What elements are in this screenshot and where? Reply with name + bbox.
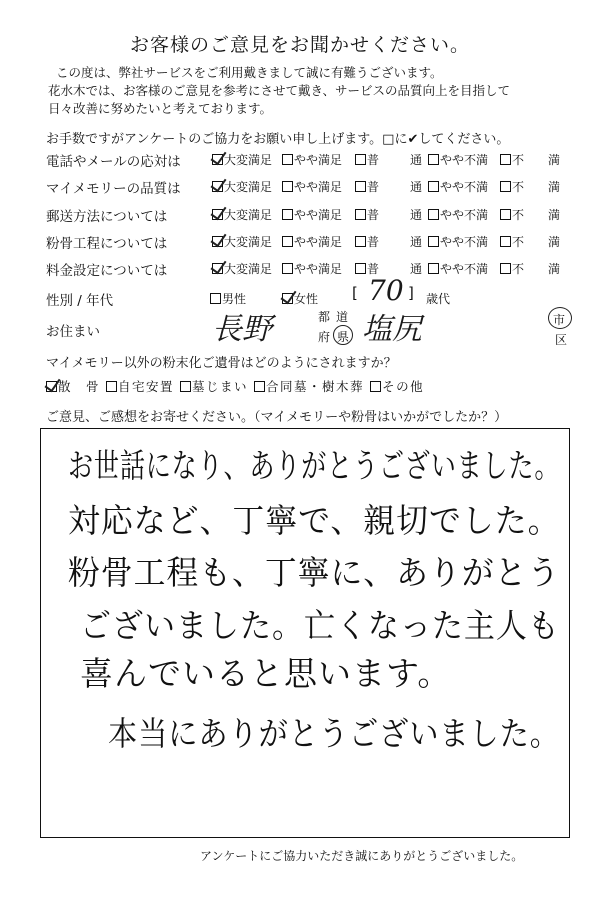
rating-option[interactable] <box>282 260 342 277</box>
rating-option[interactable] <box>212 206 272 223</box>
rating-option[interactable] <box>212 151 272 168</box>
rating-option <box>548 260 560 277</box>
rating-option-label: やや不満 <box>440 235 489 249</box>
disposal-option[interactable] <box>46 379 100 394</box>
disposal-option[interactable] <box>180 379 248 394</box>
rating-option[interactable] <box>355 178 379 195</box>
rating-option-label: 大変満足 <box>224 235 273 249</box>
rating-checkbox[interactable] <box>500 236 511 247</box>
rating-checkbox[interactable] <box>212 263 223 274</box>
disposal-checkbox[interactable] <box>254 381 265 392</box>
rating-checkbox[interactable] <box>212 181 223 192</box>
age-bracket-close: ] <box>408 284 414 302</box>
rating-option-label: 不 <box>512 208 525 222</box>
rating-option[interactable] <box>428 178 488 195</box>
disposal-question: マイメモリー以外の粉末化ご遺骨はどのようにされますか？ <box>46 356 397 371</box>
rating-option <box>410 151 422 168</box>
rating-option-label: やや満足 <box>294 262 343 276</box>
todo-label: 都 <box>318 310 331 324</box>
rating-checkbox[interactable] <box>428 181 439 192</box>
rating-checkbox[interactable] <box>212 236 223 247</box>
rating-option-label: 満 <box>548 153 561 167</box>
footer-thanks: アンケートにご協力いただき誠にありがとうございました。 <box>200 849 524 863</box>
ken-label: 県 <box>337 330 350 344</box>
fu-label: 府 <box>318 330 331 344</box>
disposal-option[interactable] <box>254 379 364 394</box>
rating-option[interactable] <box>500 260 524 277</box>
rating-option-label: やや不満 <box>440 180 489 194</box>
comment-line-3: 粉骨工程も、丁寧に、ありがとう <box>68 553 561 592</box>
rating-option-label: やや不満 <box>440 153 489 167</box>
disposal-option-label: 合同墓・樹木葬 <box>266 379 365 394</box>
age-handwritten: 70 <box>368 274 404 307</box>
rating-checkbox[interactable] <box>355 236 366 247</box>
rating-option-label: 不 <box>512 262 525 276</box>
rating-option <box>410 260 422 277</box>
rating-option-label: 普 <box>367 180 380 194</box>
disposal-option-label: その他 <box>382 379 425 394</box>
gender-male-option[interactable]: 男性 <box>210 290 246 307</box>
survey-request: お手数ですがアンケートのご協力をお願い申し上げます。□に✔してください。 <box>46 132 510 147</box>
comment-line-6: 本当にありがとうございました。 <box>108 714 560 753</box>
rating-option[interactable] <box>282 178 342 195</box>
rating-option[interactable] <box>282 151 342 168</box>
rating-option-label: やや満足 <box>294 153 343 167</box>
rating-option-label: 満 <box>548 208 561 222</box>
gender-male-checkbox[interactable] <box>210 293 221 304</box>
rating-option <box>548 178 560 195</box>
rating-checkbox[interactable] <box>282 236 293 247</box>
rating-option <box>548 233 560 250</box>
rating-checkbox[interactable] <box>428 236 439 247</box>
comment-line-1: お世話になり、ありがとうございました。 <box>68 446 561 485</box>
question-label: 電話やメールの応対は <box>46 154 181 170</box>
rating-option[interactable] <box>500 206 524 223</box>
rating-checkbox[interactable] <box>500 181 511 192</box>
rating-option-label: 大変満足 <box>224 180 273 194</box>
rating-option[interactable] <box>355 206 379 223</box>
rating-option-label: 満 <box>548 235 561 249</box>
rating-checkbox[interactable] <box>282 209 293 220</box>
rating-option-label: やや不満 <box>440 262 489 276</box>
age-suffix: 歳代 <box>426 292 451 306</box>
rating-option-label: 普 <box>367 262 380 276</box>
rating-checkbox[interactable] <box>500 209 511 220</box>
rating-option[interactable] <box>428 206 488 223</box>
disposal-option[interactable] <box>370 379 424 394</box>
rating-option[interactable] <box>282 233 342 250</box>
rating-option[interactable] <box>212 178 272 195</box>
rating-option-label: 通 <box>410 235 423 249</box>
rating-option-label: 大変満足 <box>224 208 273 222</box>
disposal-option-label: 墓じまい <box>192 379 249 394</box>
disposal-option-label: 自宅安置 <box>118 379 175 394</box>
rating-option-label: 普 <box>367 153 380 167</box>
rating-checkbox[interactable] <box>500 263 511 274</box>
question-label: マイメモリーの品質は <box>46 181 181 197</box>
rating-checkbox[interactable] <box>355 181 366 192</box>
rating-option[interactable] <box>355 233 379 250</box>
rating-option[interactable] <box>282 206 342 223</box>
rating-option-label: 不 <box>512 180 525 194</box>
shi-circle-mark <box>548 307 572 329</box>
rating-option-label: 満 <box>548 262 561 276</box>
disposal-option[interactable] <box>106 379 174 394</box>
disposal-checkbox[interactable] <box>370 381 381 392</box>
rating-option[interactable] <box>212 260 272 277</box>
ku-label: 区 <box>555 333 568 347</box>
gender-age-label: 性別 / 年代 <box>46 293 114 309</box>
rating-checkbox[interactable] <box>355 154 366 165</box>
question-label: 料金設定については <box>46 263 168 279</box>
rating-checkbox[interactable] <box>355 209 366 220</box>
rating-option-label: 通 <box>410 262 423 276</box>
rating-option <box>410 233 422 250</box>
rating-option[interactable] <box>212 233 272 250</box>
rating-option[interactable] <box>428 151 488 168</box>
michi-label: 道 <box>336 310 349 324</box>
rating-option <box>548 206 560 223</box>
rating-option-label: 満 <box>548 180 561 194</box>
rating-checkbox[interactable] <box>428 209 439 220</box>
intro-line-2: 花水木では、お客様のご意見を参考にさせて戴き、サービスの品質向上を目指して <box>48 83 511 98</box>
address-label: お住まい <box>46 324 100 340</box>
rating-option-label: やや満足 <box>294 180 343 194</box>
rating-option[interactable] <box>428 233 488 250</box>
gender-female-checkbox[interactable] <box>282 293 293 304</box>
rating-option <box>410 206 422 223</box>
rating-checkbox[interactable] <box>282 181 293 192</box>
rating-checkbox[interactable] <box>282 154 293 165</box>
rating-option-label: やや満足 <box>294 208 343 222</box>
rating-option-label: 通 <box>410 180 423 194</box>
comment-line-5: 喜んでいると思います。 <box>80 654 452 693</box>
intro-line-1: この度は、弊社サービスをご利用戴きまして誠に有難うございます。 <box>56 65 443 80</box>
intro-line-3: 日々改善に努めたいと考えております。 <box>48 101 273 116</box>
rating-option-label: やや不満 <box>440 208 489 222</box>
shi-label: 市 <box>553 313 566 327</box>
question-label: 粉骨工程については <box>46 236 168 252</box>
rating-checkbox[interactable] <box>212 209 223 220</box>
rating-checkbox[interactable] <box>428 154 439 165</box>
disposal-options <box>46 377 430 395</box>
rating-checkbox[interactable] <box>428 263 439 274</box>
rating-option[interactable] <box>428 260 488 277</box>
rating-checkbox[interactable] <box>212 154 223 165</box>
age-bracket-open: [ <box>352 284 358 302</box>
question-label: 郵送方法については <box>46 209 168 225</box>
rating-checkbox[interactable] <box>500 154 511 165</box>
comment-line-2: 対応など、丁寧で、親切でした。 <box>68 501 561 540</box>
city-handwritten: 塩尻 <box>362 312 422 347</box>
rating-option-label: やや満足 <box>294 235 343 249</box>
comment-line-4: ございました。亡くなった主人も <box>80 606 560 645</box>
disposal-option-label: 散 骨 <box>58 379 101 394</box>
rating-checkbox[interactable] <box>355 263 366 274</box>
rating-option[interactable] <box>355 151 379 168</box>
disposal-checkbox[interactable] <box>106 381 117 392</box>
rating-option[interactable] <box>500 151 524 168</box>
rating-option-label: 不 <box>512 235 525 249</box>
ken-circle-mark <box>333 325 353 345</box>
rating-option-label: 大変満足 <box>224 153 273 167</box>
gender-female-option[interactable]: 女性 <box>282 290 318 307</box>
prefecture-handwritten: 長野 <box>212 312 272 347</box>
rating-option-label: 通 <box>410 153 423 167</box>
rating-option-label: 通 <box>410 208 423 222</box>
rating-checkbox[interactable] <box>282 263 293 274</box>
rating-option <box>410 178 422 195</box>
rating-option[interactable] <box>500 233 524 250</box>
rating-option-label: 普 <box>367 208 380 222</box>
rating-option-label: 大変満足 <box>224 262 273 276</box>
disposal-checkbox[interactable] <box>180 381 191 392</box>
rating-option[interactable] <box>500 178 524 195</box>
rating-option-label: 不 <box>512 153 525 167</box>
page-title: お客様のご意見をお聞かせください。 <box>129 34 470 56</box>
comment-label: ご意見、ご感想をお寄せください。（マイメモリーや粉骨はいかがでしたか？） <box>46 410 508 425</box>
rating-option <box>548 151 560 168</box>
disposal-checkbox[interactable] <box>46 381 57 392</box>
rating-option-label: 普 <box>367 235 380 249</box>
